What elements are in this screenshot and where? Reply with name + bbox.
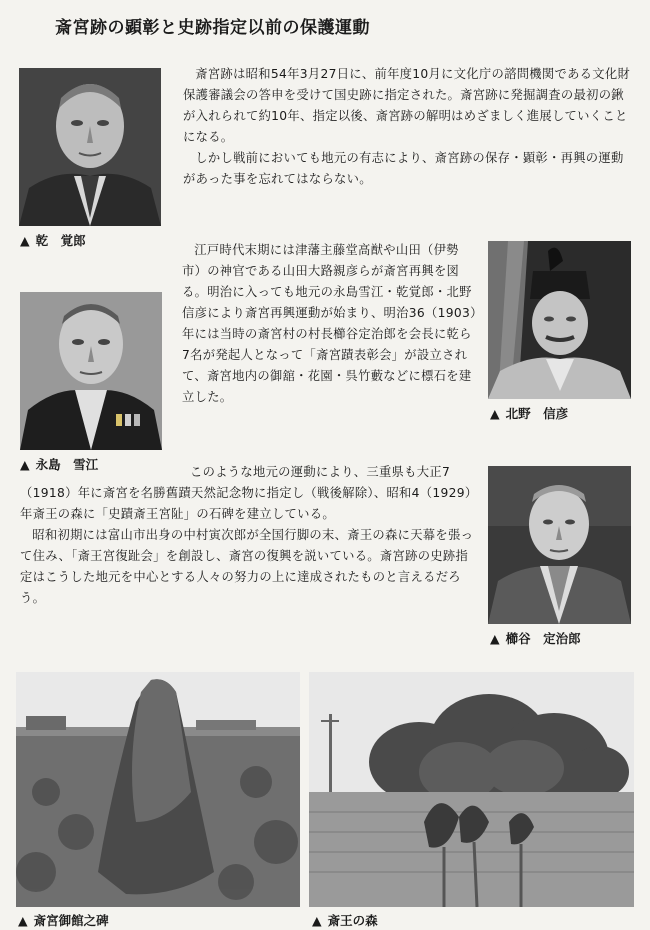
- triangle-marker-icon: ▲: [18, 913, 28, 928]
- triangle-marker-icon: ▲: [490, 631, 500, 646]
- photo-monument: [16, 672, 300, 907]
- paragraph-2: しかし戦前においても地元の有志により、斎宮跡の保存・顕彰・再興の運動があった事を忘れてはならない。: [183, 151, 624, 186]
- triangle-marker-icon: ▲: [490, 406, 500, 421]
- paragraph-4: このような地元の運動により、三重県も大正7（1918）年に斎宮を名勝舊蹟天然記念物に指定し（戦後解除）、昭和4（1929）年斎王の森に「史蹟斎王宮阯」の石碑を建立している。: [20, 465, 478, 521]
- page-title: 斎宮跡の顕彰と史跡指定以前の保護運動: [55, 18, 370, 38]
- photo-forest: [309, 672, 634, 907]
- history-text: [182, 240, 477, 408]
- paragraph-3: 江戸時代末期には津藩主藤堂高猷や山田（伊勢市）の神官である山田大路親彦らが斎宮再興を図る。明治に入っても地元の永島雪江・乾覚郎・北野信彦により斎宮再興運動が始まり、明治36（1903）年には当時の斎宮村の村長櫛谷定治郎を会長に乾ら7名が発起人となって「斎宮蹟表彰会」が設立されて、斎宮地内の御舘・花園・呉竹藪などに標石を建立した。: [182, 243, 477, 404]
- portrait-kitano: [488, 241, 631, 399]
- caption-kushiya: ▲ 櫛谷 定治郎: [490, 631, 581, 646]
- caption-nagashima: ▲ 永島 雪江: [20, 457, 99, 472]
- conclusion-text: [20, 462, 478, 609]
- triangle-marker-icon: ▲: [20, 233, 30, 248]
- triangle-marker-icon: ▲: [312, 913, 322, 928]
- intro-text: [183, 64, 631, 190]
- portrait-kushiya: [488, 466, 631, 624]
- paragraph-5: 昭和初期には富山市出身の中村寅次郎が全国行脚の末、斎王の森に天幕を張って住み、「斎王宮復趾会」を創設し、斎宮の復興を説いている。斎宮跡の史跡指定はこうした地元を中心とする人々の努力の上に達成されたものと言えるだろう。: [20, 528, 474, 605]
- portrait-nagashima: [20, 292, 162, 450]
- paragraph-1: 斎宮跡は昭和54年3月27日に、前年度10月に文化庁の諮問機関である文化財保護審議会の答申を受けて国史跡に指定された。斎宮跡に発掘調査の最初の鍬が入れられて約10年、指定以後、斎宮跡の解明はめざましく進展していくことになる。: [183, 67, 631, 144]
- caption-forest: ▲ 斎王の森: [312, 913, 378, 928]
- caption-monument: ▲ 斎宮御館之碑: [18, 913, 109, 928]
- triangle-marker-icon: ▲: [20, 457, 30, 472]
- caption-inui: ▲ 乾 覚郎: [20, 233, 86, 248]
- caption-kitano: ▲ 北野 信彦: [490, 406, 569, 421]
- portrait-inui: [19, 68, 161, 226]
